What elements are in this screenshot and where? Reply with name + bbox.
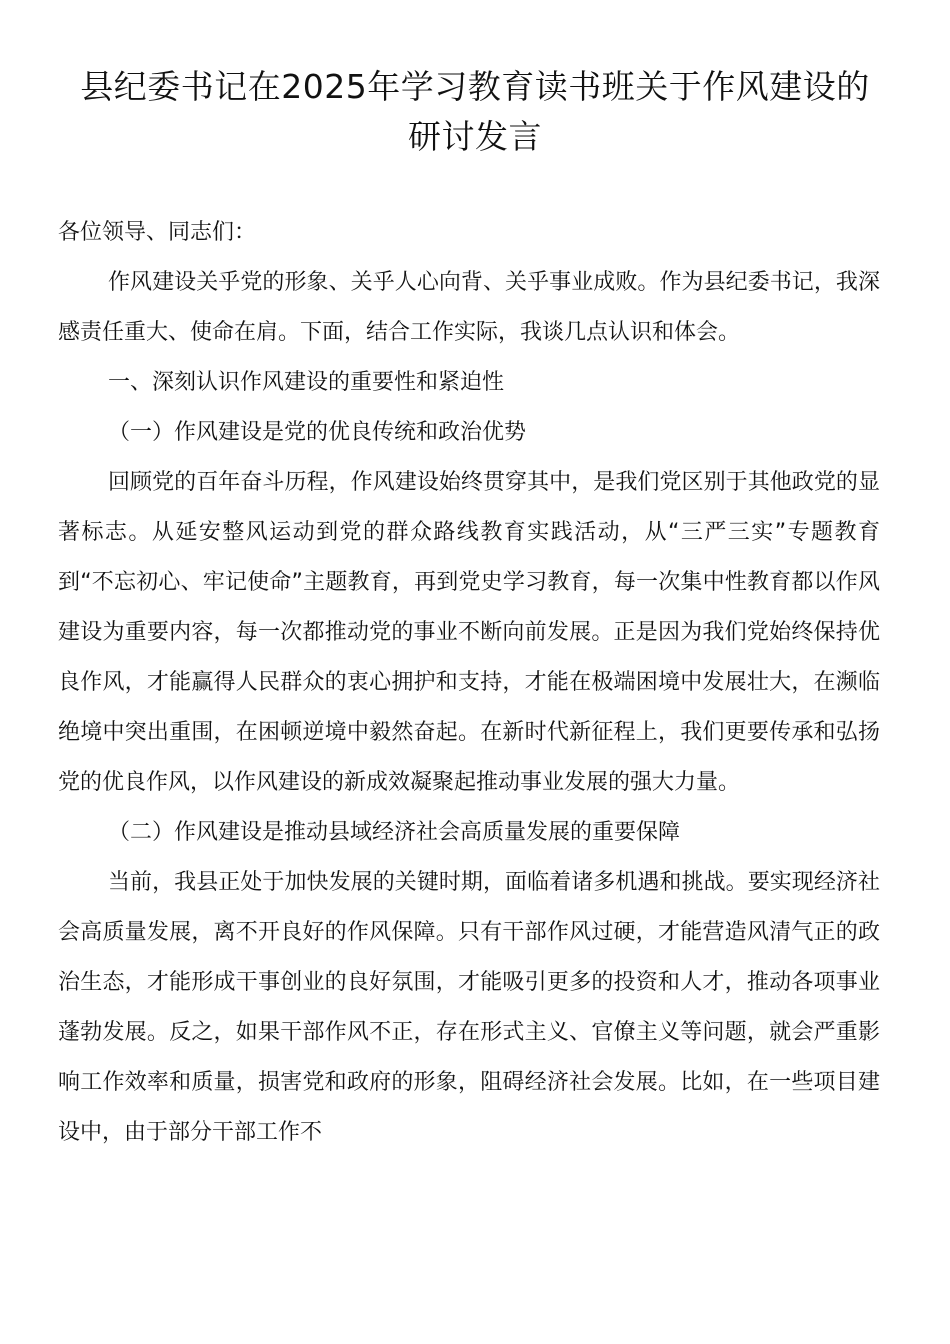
- subsection-body-2: 当前，我县正处于加快发展的关键时期，面临着诸多机遇和挑战。要实现经济社会高质量发展，离不开良好的作风保障。只有干部作风过硬，才能营造风清气正的政治生态，才能形成干事创业的良好氛围，才能吸引更多的投资和人才，推动各项事业蓬勃发展。反之，如果干部作风不正，存在形式主义、官僚主义等问题，就会严重影响工作效率和质量，损害党和政府的形象，阻碍经济社会发展。比如，在一些项目建设中，由于部分干部工作不: [58, 870, 880, 1145]
- subsection-body-1: 回顾党的百年奋斗历程，作风建设始终贯穿其中，是我们党区别于其他政党的显著标志。从延安整风运动到党的群众路线教育实践活动，从“三严三实”专题教育到“不忘初心、牢记使命”主题教育，再到党史学习教育，每一次集中性教育都以作风建设为重要内容，每一次都推动党的事业不断向前发展。正是因为我们党始终保持优良作风，才能赢得人民群众的衷心拥护和支持，才能在极端困境中发展壮大，在濒临绝境中突出重围，在困顿逆境中毅然奋起。在新时代新征程上，我们更要传承和弘扬党的优良作风，以作风建设的新成效凝聚起推动事业发展的强大力量。: [58, 470, 880, 795]
- salutation: 各位领导、同志们：: [58, 220, 257, 245]
- subsection-heading-1: （一）作风建设是党的优良传统和政治优势: [108, 420, 527, 445]
- subsection-heading-2: （二）作风建设是推动县域经济社会高质量发展的重要保障: [108, 820, 681, 845]
- section-heading-1: 一、深刻认识作风建设的重要性和紧迫性: [108, 370, 505, 395]
- document-title: 县纪委书记在2025年学习教育读书班关于作风建设的研讨发言: [80, 67, 870, 156]
- intro-paragraph: 作风建设关乎党的形象、关乎人心向背、关乎事业成败。作为县纪委书记，我深感责任重大、使命在肩。下面，结合工作实际，我谈几点认识和体会。: [58, 270, 880, 345]
